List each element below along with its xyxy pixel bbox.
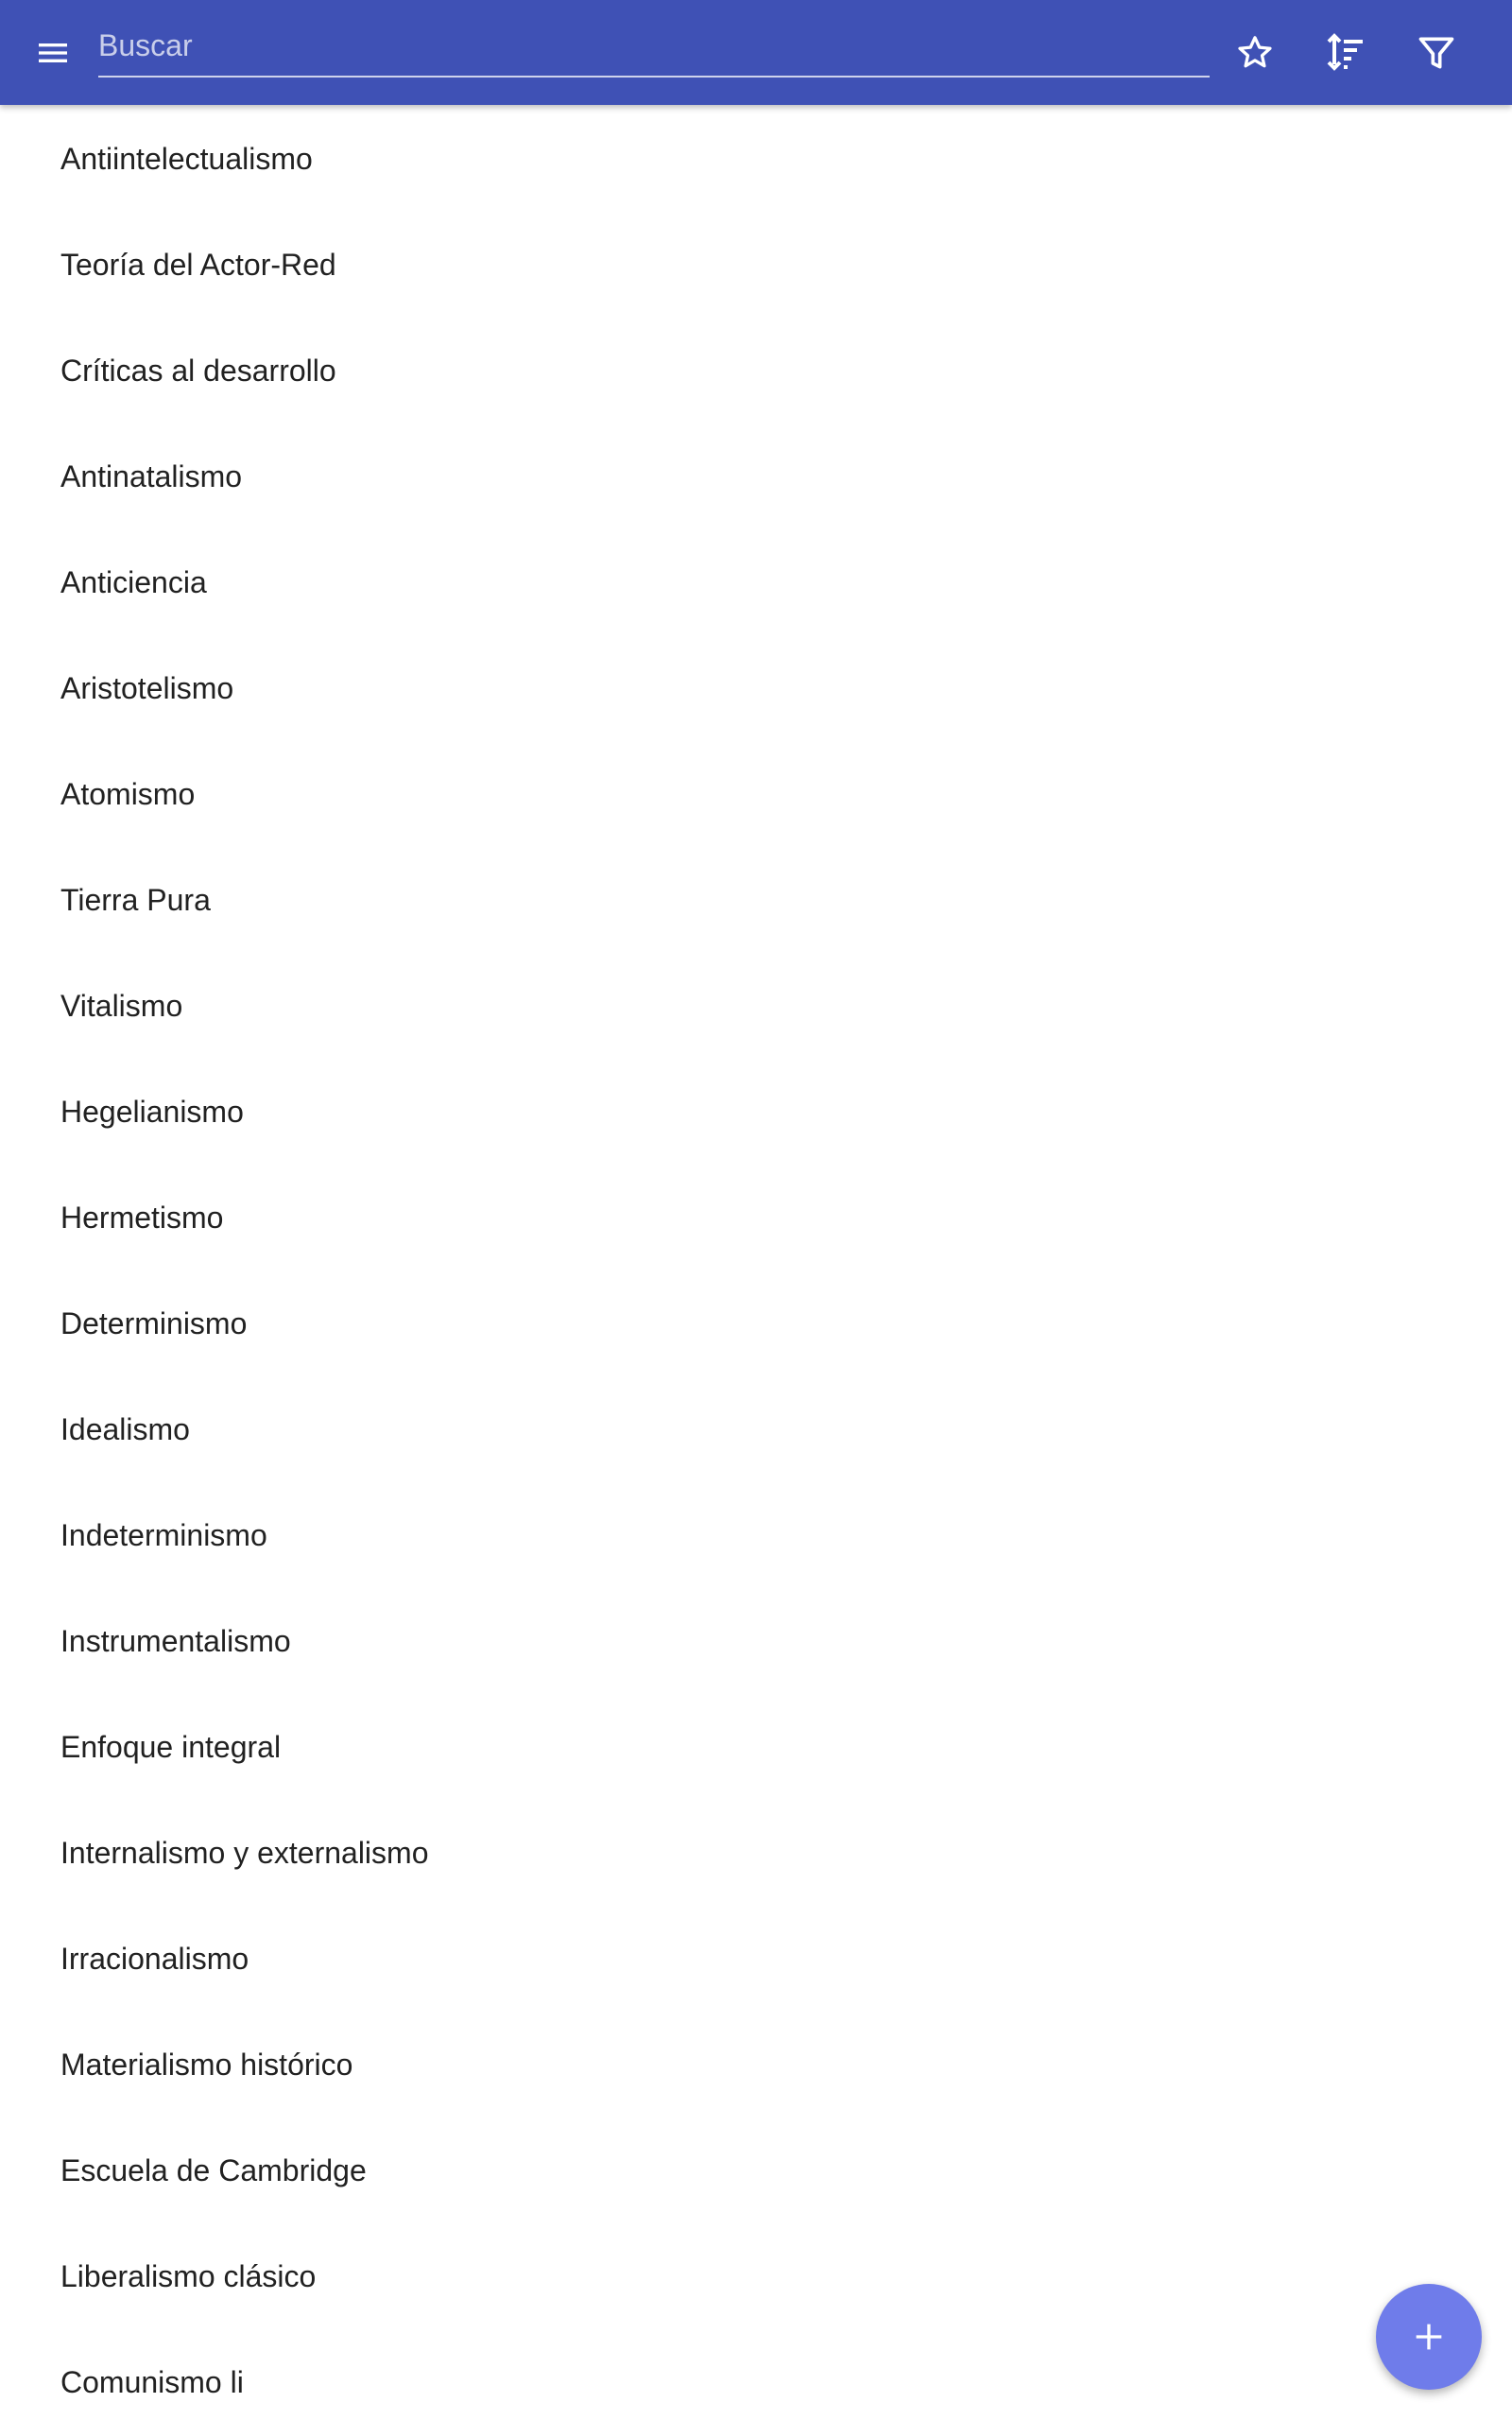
list-item-label: Aristotelismo [60,671,234,705]
list-item[interactable] [0,1058,1512,1164]
list-item[interactable] [0,2328,1512,2420]
search-input[interactable] [98,17,1210,74]
list-item-label: Idealismo [60,1412,190,1446]
search-field [98,17,1210,78]
list-item-label: Hermetismo [60,1201,224,1235]
list-item[interactable] [0,1799,1512,1905]
list-item-label: Antinatalismo [60,459,243,493]
favorites-button[interactable] [1225,23,1285,83]
sort-button[interactable] [1315,23,1376,83]
list-item-label: Anticiencia [60,565,207,599]
list-item[interactable] [0,740,1512,846]
list-item[interactable] [0,2011,1512,2117]
list-item[interactable] [0,2117,1512,2222]
list-item[interactable] [0,1481,1512,1587]
list-item-label: Hegelianismo [60,1095,244,1129]
list-item[interactable] [0,423,1512,528]
sort-icon [1323,30,1368,76]
list-item-label: Instrumentalismo [60,1624,291,1658]
list-item-label: Internalismo y externalismo [60,1836,429,1870]
list-item[interactable] [0,952,1512,1058]
filter-icon [1416,32,1457,74]
list-item[interactable] [0,211,1512,317]
list-item-label: Materialismo histórico [60,2048,353,2082]
list-item[interactable] [0,1375,1512,1481]
list-item-label: Irracionalismo [60,1942,249,1976]
list-item[interactable] [0,1905,1512,2011]
list-item-label: Tierra Pura [60,883,211,917]
list-item-label: Comunismo li [60,2365,244,2399]
results-list [0,105,1512,2420]
list-item-label: Enfoque integral [60,1730,282,1764]
list-item-label: Indeterminismo [60,1518,267,1552]
list-item[interactable] [0,1164,1512,1270]
plus-icon [1410,2318,1448,2356]
star-outline-icon [1234,32,1276,74]
filter-button[interactable] [1406,23,1467,83]
add-button[interactable] [1376,2284,1482,2390]
list-item-label: Determinismo [60,1306,248,1340]
list-item-label: Críticas al desarrollo [60,354,336,388]
list-item-label: Escuela de Cambridge [60,2153,367,2187]
menu-icon [34,34,72,72]
list-item-label: Vitalismo [60,989,183,1023]
list-item-label: Antiintelectualismo [60,142,313,176]
list-item-label: Liberalismo clásico [60,2259,317,2293]
list-item[interactable] [0,846,1512,952]
app-bar [0,0,1512,105]
list-item[interactable] [0,528,1512,634]
list-item-label: Teoría del Actor-Red [60,248,336,282]
list-item-label: Atomismo [60,777,196,811]
list-item[interactable] [0,1270,1512,1375]
list-item[interactable] [0,1693,1512,1799]
list-item[interactable] [0,2222,1512,2328]
menu-button[interactable] [23,23,83,83]
list-item[interactable] [0,634,1512,740]
list-item[interactable] [0,105,1512,211]
list-item[interactable] [0,317,1512,423]
list-item[interactable] [0,1587,1512,1693]
